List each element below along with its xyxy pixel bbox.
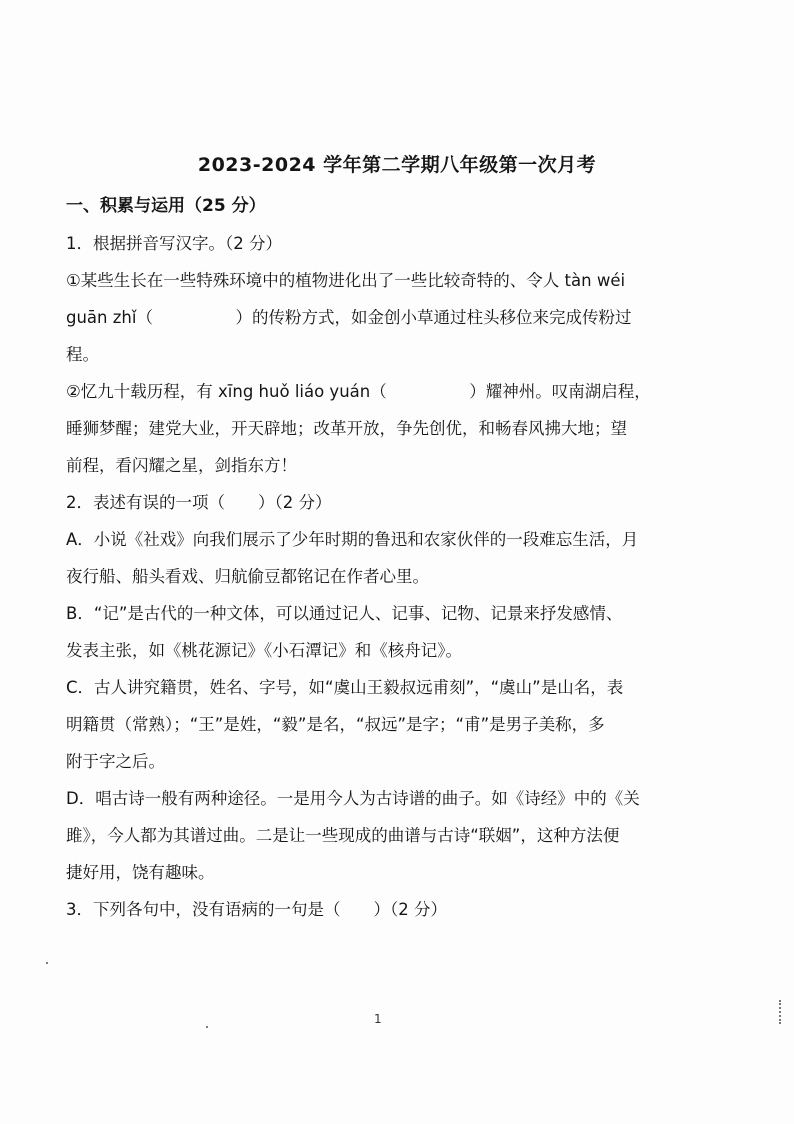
question-2-option-c-line-2: 明籍贯（常熟）；“王”是姓，“毅”是名，“叔远”是字；“甫”是男子美称，多 bbox=[66, 715, 605, 734]
question-2-option-c-line-3: 附于字之后。 bbox=[66, 752, 165, 771]
question-2-option-b-line-1: B．“记”是古代的一种文体，可以通过记人、记事、记物、记景来抒发感情、 bbox=[66, 604, 623, 623]
scan-speck bbox=[206, 1026, 208, 1028]
question-1-item-1-line-2: guān zhǐ（ ）的传粉方式，如金创小草通过柱头移位来完成传粉过 bbox=[66, 308, 632, 327]
exam-content bbox=[66, 188, 730, 928]
question-2-option-d-line-3: 捷好用，饶有趣味。 bbox=[66, 863, 215, 882]
question-2-option-d-line-1: D．唱古诗一般有两种途径。一是用今人为古诗谱的曲子。如《诗经》中的《关 bbox=[66, 789, 640, 808]
question-1-item-2-line-1: ②忆九十载历程，有 xīng huǒ liáo yuán（ ）耀神州。叹南湖启程， bbox=[66, 382, 651, 401]
scan-edge-mark bbox=[779, 1000, 784, 1024]
question-2-stem: 2．表述有误的一项（ ）（2 分） bbox=[66, 493, 332, 512]
question-1-item-1-line-3: 程。 bbox=[66, 345, 99, 364]
question-1-item-2-line-3: 前程，看闪耀之星，剑指东方！ bbox=[66, 456, 297, 475]
scan-speck bbox=[46, 962, 48, 964]
section-heading: 一、积累与运用（25 分） bbox=[66, 196, 266, 216]
question-2-option-d-line-2: 雎》，今人都为其谱过曲。二是让一些现成的曲谱与古诗“联姻”，这种方法便 bbox=[66, 826, 620, 845]
question-2-option-c-line-1: C．古人讲究籍贯，姓名、字号，如“虞山王毅叔远甫刻”，“虞山”是山名，表 bbox=[66, 678, 624, 697]
page-title: 2023-2024 学年第二学期八年级第一次月考 bbox=[197, 154, 597, 176]
question-2-option-a-line-1: A．小说《社戏》向我们展示了少年时期的鲁迅和农家伙伴的一段难忘生活，月 bbox=[66, 530, 639, 549]
question-3-stem: 3．下列各句中，没有语病的一句是（ ）（2 分） bbox=[66, 900, 447, 919]
question-1-item-1-line-1: ①某些生长在一些特殊环境中的植物进化出了一些比较奇特的、令人 tàn wéi bbox=[66, 271, 626, 290]
question-2-option-b-line-2: 发表主张，如《桃花源记》《小石潭记》和《核舟记》。 bbox=[66, 641, 462, 660]
question-1-item-2-line-2: 睡狮梦醒；建党大业，开天辟地；改革开放，争先创优，和畅春风拂大地；望 bbox=[66, 419, 627, 438]
page-number: 1 bbox=[374, 1012, 382, 1026]
question-1-stem: 1．根据拼音写汉字。（2 分） bbox=[66, 234, 282, 253]
question-2-option-a-line-2: 夜行船、船头看戏、归航偷豆都铭记在作者心里。 bbox=[66, 567, 429, 586]
